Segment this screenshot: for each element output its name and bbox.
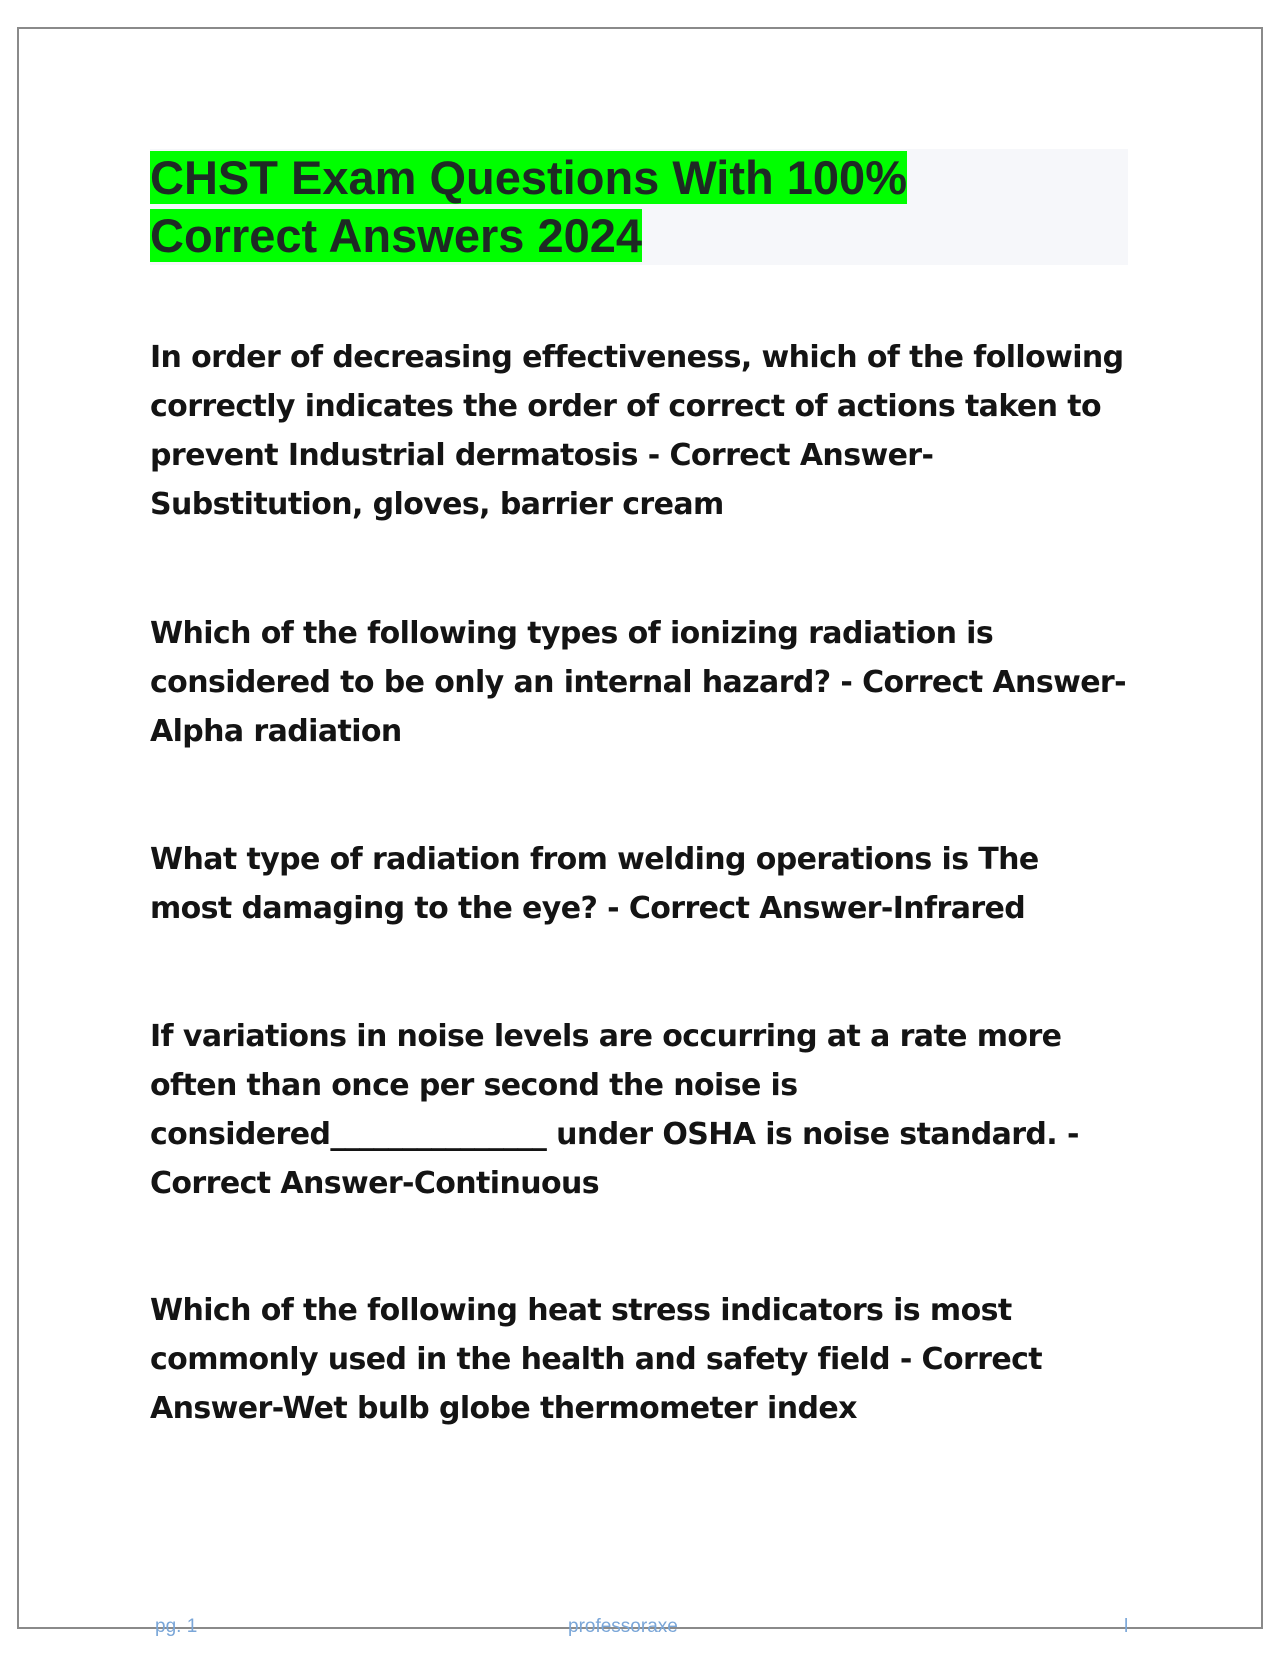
qa-item-5: [150, 1286, 1130, 1433]
answer-text: Correct Answer-Continuous: [150, 1166, 600, 1201]
title-block: [150, 149, 1128, 265]
qa-item-2: [150, 609, 1130, 756]
question-text: In order of decreasing effectiveness, which of the following correctly indicates the order of correct of actions taken to prevent Industrial dermatosis: [150, 340, 1124, 473]
answer-text: Correct Answer-Substitution, gloves, barrier cream: [150, 438, 934, 522]
answer-text: Correct Answer-Infrared: [628, 891, 1026, 926]
answer-text: Correct Answer-Wet bulb globe thermometer index: [150, 1342, 1043, 1426]
question-list: [150, 333, 1130, 1511]
document-title: [150, 149, 1128, 265]
qa-item-3: [150, 835, 1130, 933]
title-line-1: CHST Exam Questions With 100%: [150, 151, 907, 204]
qa-separator: -: [890, 1342, 922, 1377]
qa-separator: -: [597, 891, 629, 926]
title-line-2: Correct Answers 2024: [150, 209, 643, 262]
page-number: pg. 1: [155, 1616, 198, 1637]
answer-text: Correct Answer-Alpha radiation: [150, 665, 1126, 749]
question-text: If variations in noise levels are occurring at a rate more often than once per second the noise is considered_______________ under OSHA is noise standard.: [150, 1019, 1062, 1152]
question-text: What type of radiation from welding operations is The most damaging to the eye?: [150, 842, 1039, 926]
qa-separator: -: [637, 438, 670, 473]
page-footer: [0, 1616, 1280, 1640]
qa-item-4: [150, 1012, 1130, 1208]
footer-author: professoraxe: [568, 1616, 678, 1637]
question-text: Which of the following types of ionizing radiation is considered to be only an internal hazard?: [150, 616, 994, 700]
qa-item-1: [150, 333, 1130, 529]
footer-right-mark: l: [1124, 1616, 1129, 1637]
question-text: Which of the following heat stress indicators is most commonly used in the health and safety field: [150, 1293, 1012, 1377]
qa-separator: -: [830, 665, 863, 700]
qa-separator: -: [1057, 1117, 1079, 1152]
